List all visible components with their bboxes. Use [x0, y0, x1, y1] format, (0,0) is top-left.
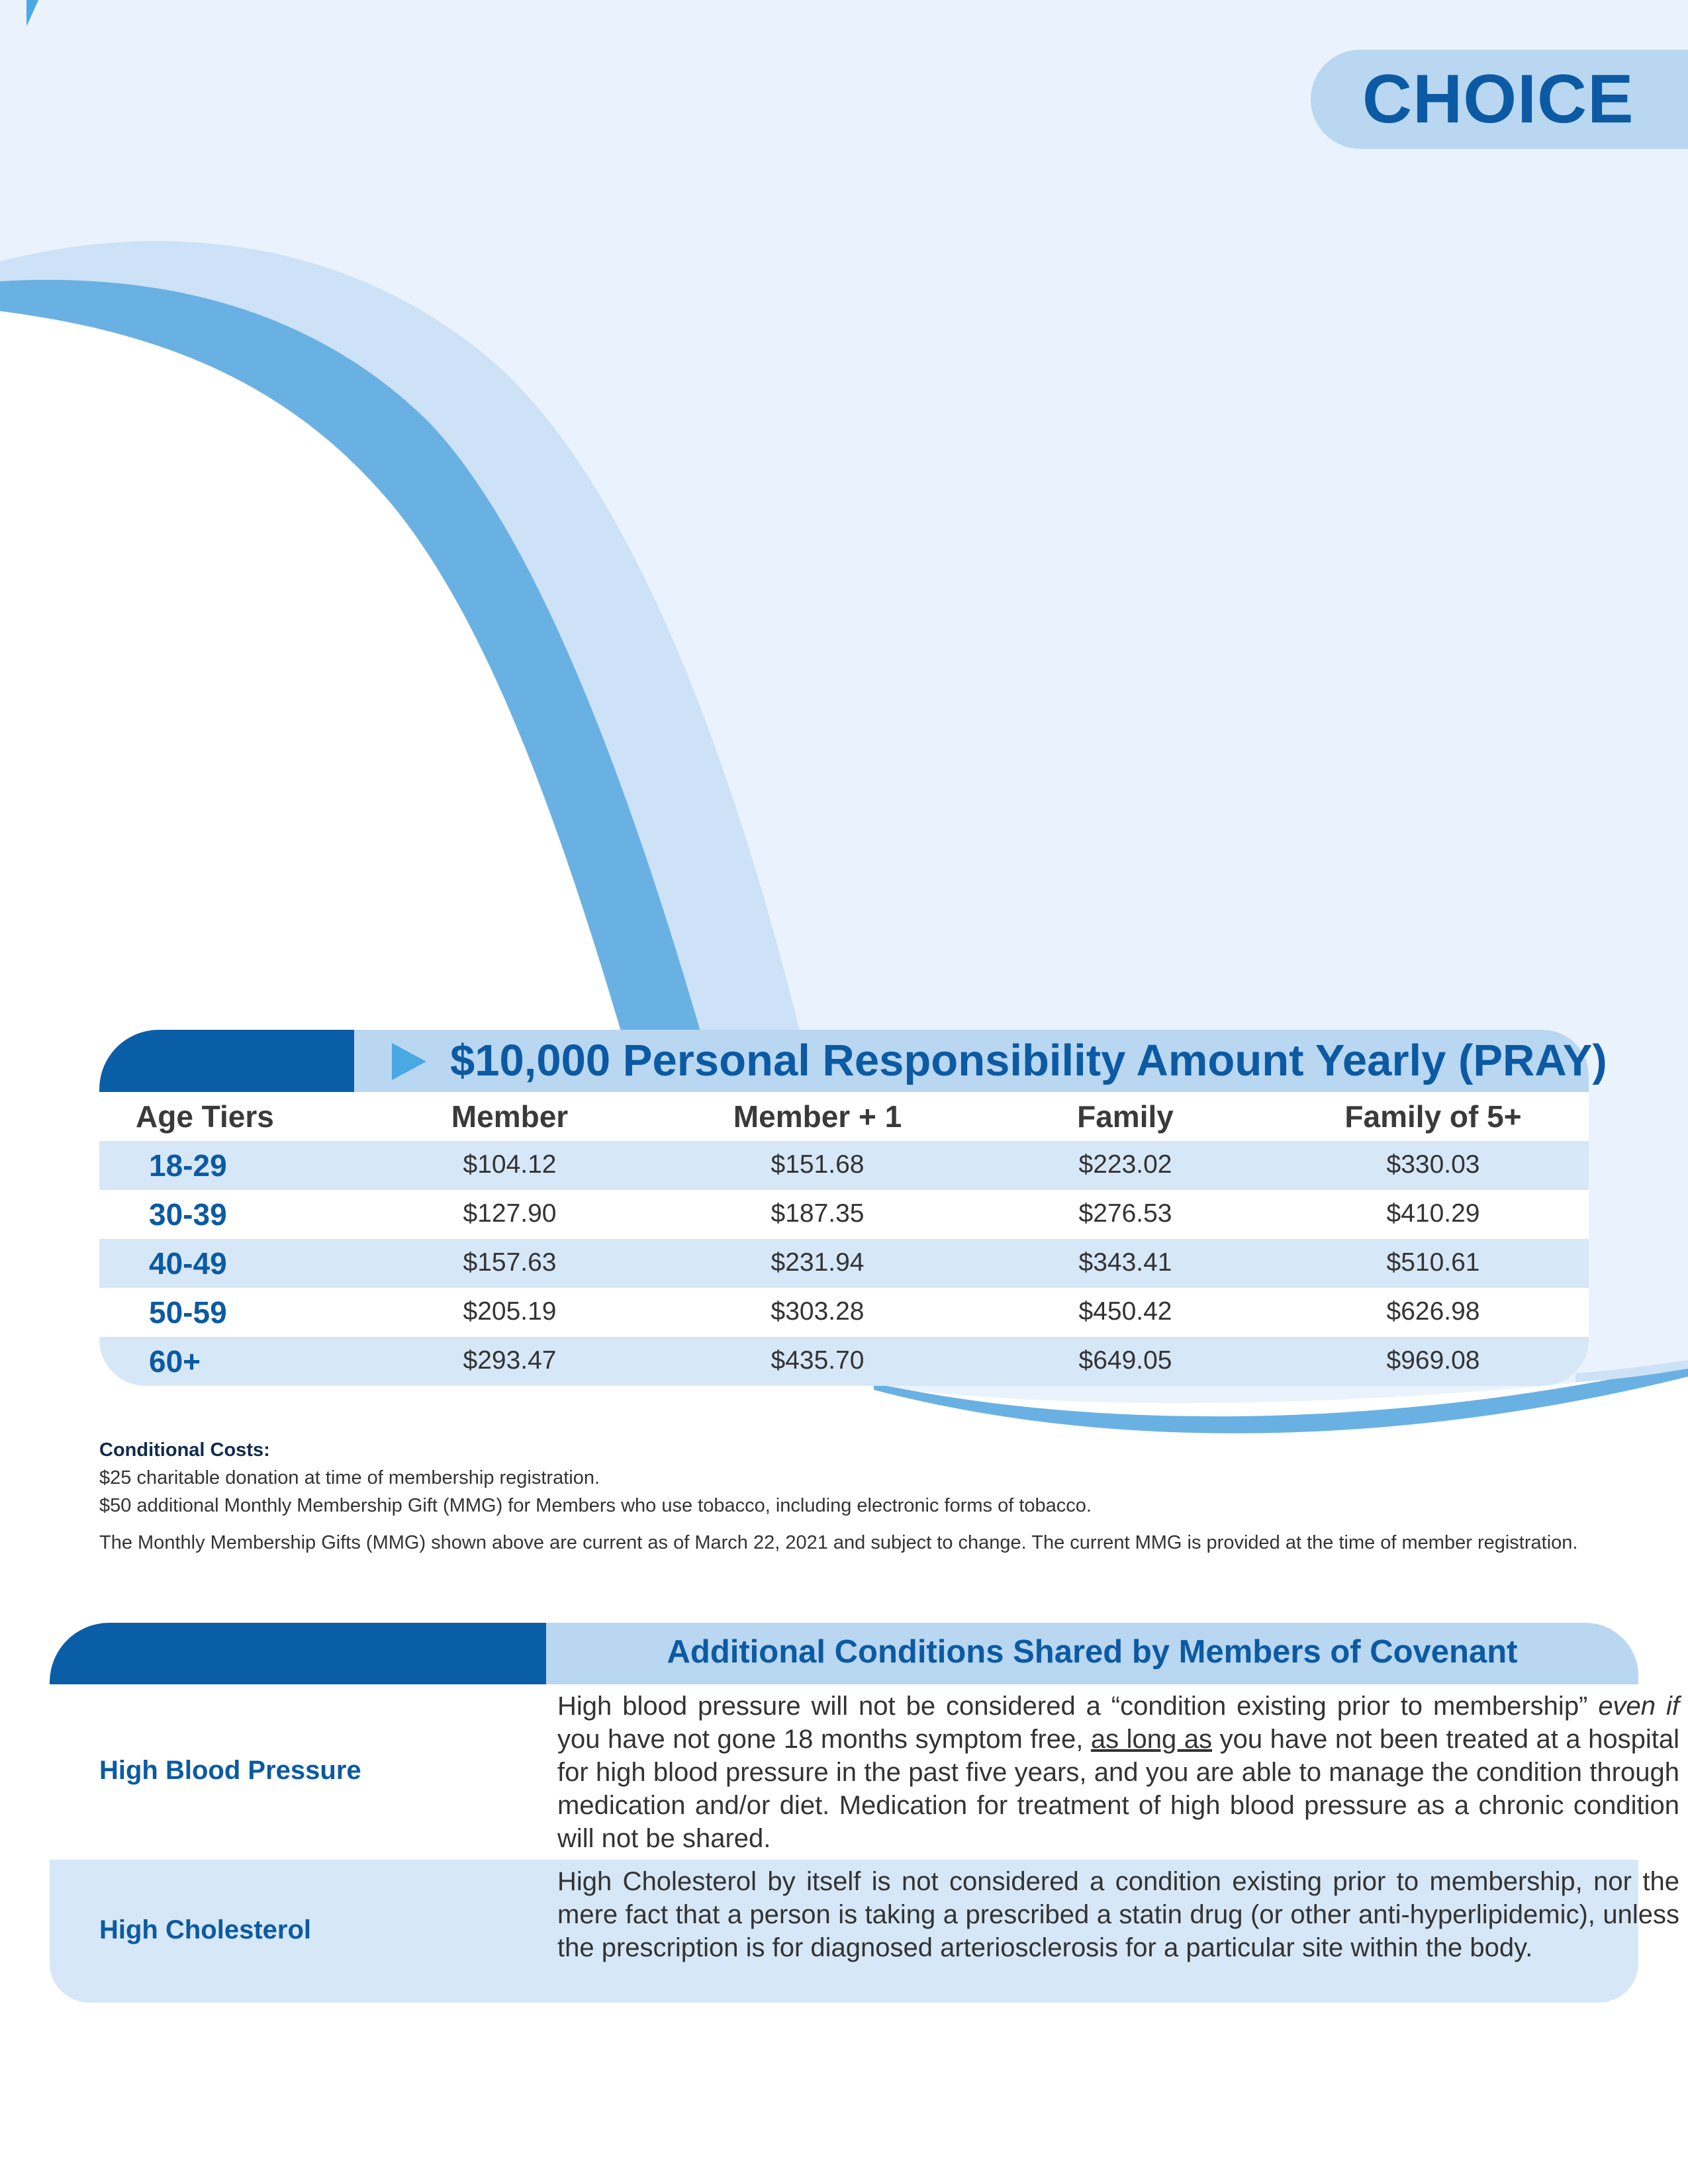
table-row [99, 1141, 1589, 1190]
notes-line: $25 charitable donation at time of membership registration. [99, 1467, 600, 1488]
age-tier: 30-39 [149, 1197, 227, 1232]
plan-badge-label: CHOICE [1362, 61, 1634, 138]
column-header-age-tiers: Age Tiers [136, 1099, 274, 1134]
conditions-header-accent [50, 1623, 546, 1684]
rate-header-accent [99, 1030, 354, 1092]
conditions-table-title: Additional Conditions Shared by Members of Covenant [667, 1634, 1518, 1670]
condition-description: High Cholesterol by itself is not considered a condition existing prior to membership, nor the mere fact that a person is taking a prescribed a statin drug (or other anti-hyperlipidemic), unless the prescription is for diagnosed arteriosclerosis for a particular site within the body. [557, 1867, 1679, 1962]
age-tier: 18-29 [149, 1148, 227, 1183]
rate-cell: $127.90 [463, 1199, 557, 1228]
conditional-costs-notes [99, 1436, 1589, 1557]
rate-cell: $510.61 [1386, 1248, 1480, 1277]
rate-cell: $969.08 [1386, 1346, 1480, 1375]
rate-cell: $330.03 [1386, 1150, 1480, 1179]
rate-cell: $231.94 [771, 1248, 865, 1277]
condition-description [557, 1690, 1679, 1855]
rate-table [99, 1030, 1607, 1388]
table-row [50, 1684, 1680, 1860]
notes-title: Conditional Costs: [99, 1439, 270, 1461]
rate-cell: $276.53 [1078, 1199, 1172, 1228]
table-row [50, 1860, 1679, 2003]
condition-text-emphasis: even if [1598, 1692, 1679, 1721]
notes-line: $50 additional Monthly Membership Gift (MMG) for Members who use tobacco, including electronic forms of tobacco. [99, 1495, 1092, 1516]
rate-column-headers [99, 1092, 1589, 1141]
rate-cell: $223.02 [1078, 1150, 1172, 1179]
rate-cell: $626.98 [1386, 1297, 1480, 1326]
condition-text: you have not gone 18 months symptom free, [557, 1725, 1091, 1754]
column-header-family: Family [1077, 1099, 1174, 1134]
rate-table-title: $10,000 Personal Responsibility Amount Yearly (PRAY) [450, 1036, 1607, 1085]
rate-cell: $293.47 [463, 1346, 557, 1375]
condition-text-underline: as long as [1090, 1725, 1213, 1754]
plan-badge [1311, 50, 1688, 149]
rate-cell: $187.35 [771, 1199, 865, 1228]
age-tier: 40-49 [149, 1246, 227, 1281]
rate-cell: $410.29 [1386, 1199, 1480, 1228]
column-header-member-plus-1: Member + 1 [733, 1099, 902, 1134]
column-header-member: Member [451, 1099, 569, 1134]
age-tier: 50-59 [149, 1295, 227, 1330]
play-arrow-icon [392, 1043, 426, 1080]
rate-cell: $450.42 [1078, 1297, 1172, 1326]
rate-cell: $343.41 [1078, 1248, 1172, 1277]
conditions-table [50, 1623, 1680, 2003]
notes-disclaimer: The Monthly Membership Gifts (MMG) shown above are current as of March 22, 2021 and subject to change. The current MMG is provided at the time of member registration. [99, 1532, 1578, 1553]
conditions-table-header [50, 1623, 1638, 1684]
rate-cell: $435.70 [771, 1346, 865, 1375]
condition-text: High blood pressure will not be considered a “condition existing prior to membership” [557, 1692, 1599, 1721]
table-row [99, 1239, 1589, 1288]
table-row [99, 1337, 1589, 1386]
rate-table-header [99, 1030, 1607, 1092]
rate-cell: $303.28 [771, 1297, 865, 1326]
rate-cell: $649.05 [1078, 1346, 1172, 1375]
rate-cell: $157.63 [463, 1248, 557, 1277]
condition-text: you have not been treated at a hospital for high blood pressure in the past five years, and you are able to manage the condition through medication and/or diet. Medication for treatment of high blood pressure as a chronic condition will not be shared. [557, 1725, 1680, 1853]
table-row [99, 1288, 1589, 1337]
rate-cell: $205.19 [463, 1297, 557, 1326]
rate-cell: $151.68 [771, 1150, 865, 1179]
age-tier: 60+ [149, 1344, 201, 1379]
column-header-family-of-5: Family of 5+ [1344, 1099, 1522, 1134]
table-row [99, 1190, 1589, 1239]
condition-name: High Blood Pressure [99, 1756, 361, 1785]
condition-name: High Cholesterol [99, 1915, 312, 1944]
rate-cell: $104.12 [463, 1150, 557, 1179]
